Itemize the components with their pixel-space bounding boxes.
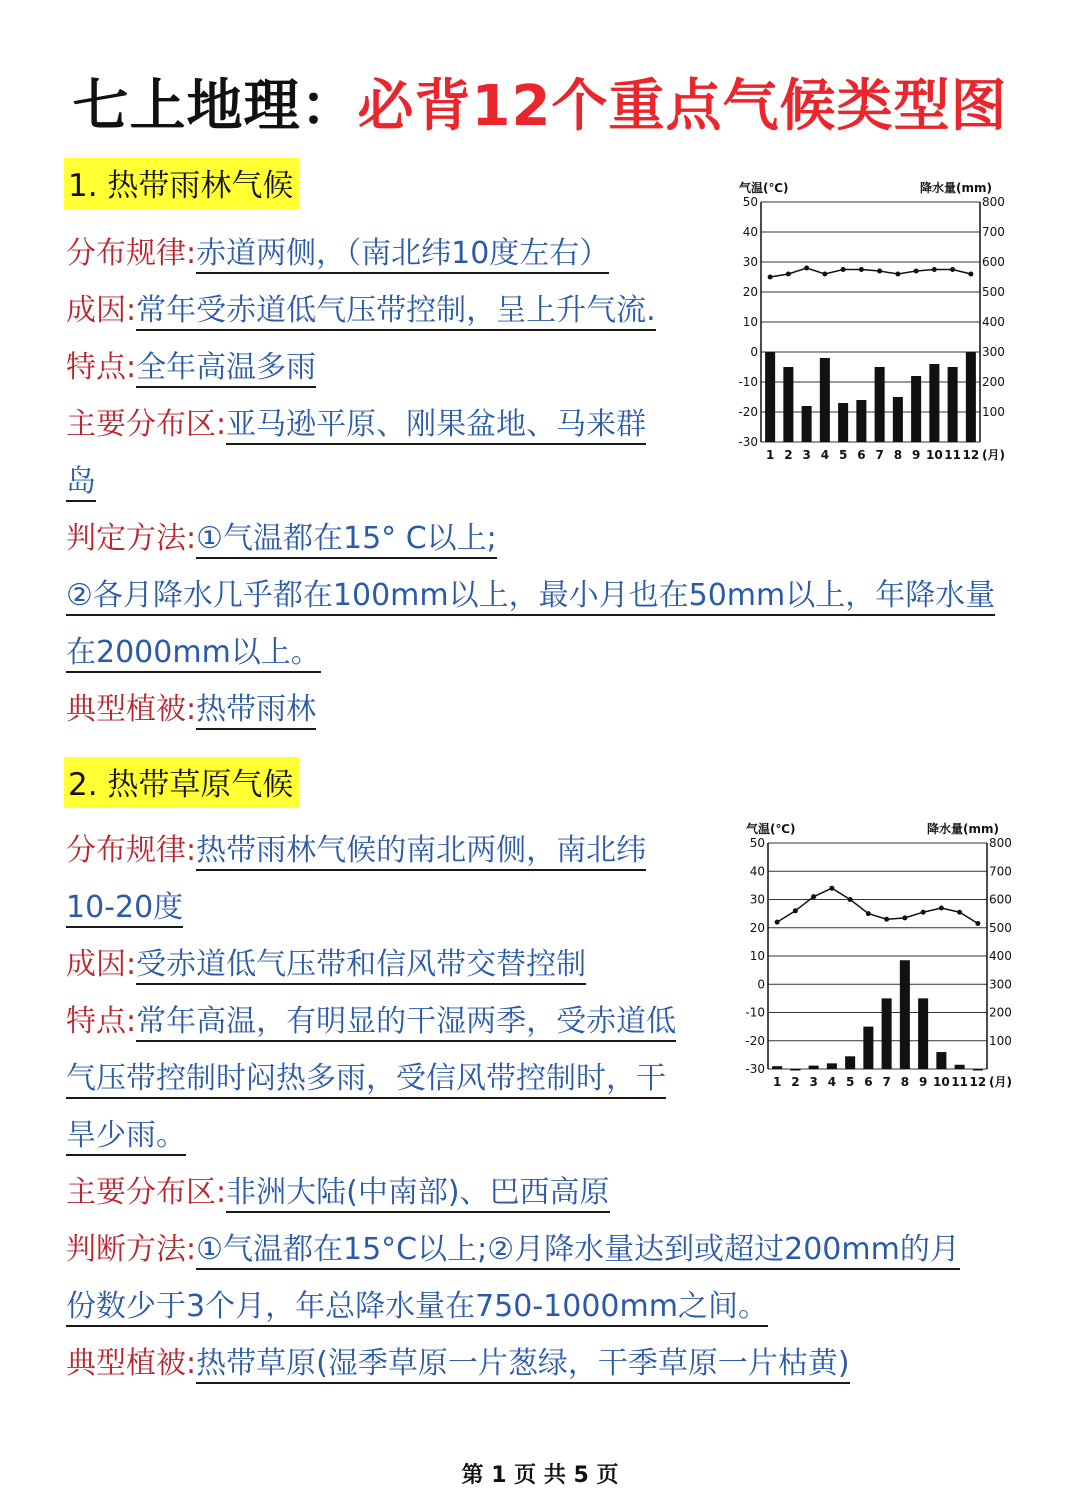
row-label: 特点: bbox=[66, 1004, 137, 1039]
precipitation-bar bbox=[802, 406, 812, 442]
temperature-tick-label: 40 bbox=[749, 864, 765, 879]
page-title-main: 必背12个重点气候类型图 bbox=[357, 74, 1008, 139]
temperature-point bbox=[939, 905, 944, 910]
precipitation-tick-label: 700 bbox=[982, 225, 1005, 239]
temperature-point bbox=[804, 266, 809, 271]
row-label: 分布规律: bbox=[66, 833, 197, 868]
row-value: 气压带控制时闷热多雨，受信风带控制时，干 bbox=[66, 1061, 666, 1099]
temperature-tick-label: 30 bbox=[742, 255, 758, 269]
temperature-line bbox=[777, 888, 978, 923]
temperature-tick-label: 40 bbox=[742, 225, 758, 239]
precipitation-bar bbox=[948, 367, 958, 442]
info-row bbox=[66, 831, 646, 871]
temperature-tick-label: 50 bbox=[749, 836, 765, 850]
temperature-point bbox=[829, 886, 834, 891]
row-value: 热带草原(湿季草原一片葱绿，干季草原一片枯黄) bbox=[196, 1346, 849, 1384]
precipitation-tick-label: 600 bbox=[989, 892, 1012, 907]
row-value: 热带雨林 bbox=[196, 692, 316, 730]
month-label: 4 bbox=[827, 1075, 837, 1089]
axis-title-precipitation: 降水量(mm) bbox=[927, 822, 999, 836]
month-label: 4 bbox=[820, 448, 830, 462]
info-row bbox=[66, 234, 609, 274]
month-label: 3 bbox=[802, 448, 811, 462]
temperature-point bbox=[914, 269, 919, 274]
row-value: ②各月降水几乎都在100mm以上，最小月也在50mm以上，年降水量 bbox=[66, 578, 995, 616]
temperature-tick-label: 10 bbox=[742, 315, 758, 329]
row-value: 岛 bbox=[66, 464, 96, 502]
section-heading-rainforest: 1. 热带雨林气候 bbox=[64, 158, 299, 209]
precipitation-bar bbox=[936, 1052, 946, 1069]
temperature-point bbox=[786, 272, 791, 277]
month-label: 8 bbox=[900, 1075, 910, 1089]
info-row bbox=[66, 348, 316, 388]
precipitation-bar bbox=[820, 358, 830, 442]
climate-chart-rainforest bbox=[725, 172, 1015, 472]
temperature-point bbox=[957, 910, 962, 915]
precipitation-bar bbox=[882, 998, 892, 1069]
row-value: 受赤道低气压带和信风带交替控制 bbox=[136, 947, 586, 985]
precipitation-bar bbox=[838, 403, 848, 442]
precipitation-bar bbox=[827, 1063, 837, 1069]
temperature-tick-label: 50 bbox=[742, 195, 758, 209]
month-label: 12 bbox=[962, 448, 980, 462]
info-row bbox=[66, 405, 646, 445]
info-row bbox=[66, 519, 497, 559]
precipitation-bar bbox=[790, 1069, 800, 1071]
precipitation-bar bbox=[856, 400, 866, 442]
precipitation-bar bbox=[955, 1065, 965, 1069]
temperature-line bbox=[770, 268, 971, 277]
month-label: 6 bbox=[864, 1075, 873, 1089]
row-value: 10-20度 bbox=[66, 890, 183, 928]
row-value: 旱少雨。 bbox=[66, 1118, 186, 1156]
precipitation-bar bbox=[772, 1066, 782, 1069]
temperature-point bbox=[793, 908, 798, 913]
info-row bbox=[66, 1230, 960, 1270]
row-value: ①气温都在15° C以上; bbox=[196, 521, 497, 559]
row-value: 份数少于3个月，年总降水量在750-1000mm之间。 bbox=[66, 1289, 768, 1327]
row-label: 判断方法: bbox=[66, 1232, 197, 1267]
precipitation-tick-label: 500 bbox=[989, 920, 1012, 935]
month-label: 2 bbox=[784, 448, 793, 462]
temperature-point bbox=[968, 272, 973, 277]
precipitation-bar bbox=[900, 960, 910, 1069]
precipitation-bar bbox=[966, 352, 976, 442]
precipitation-tick-label: 100 bbox=[989, 1033, 1012, 1048]
temperature-point bbox=[921, 910, 926, 915]
precipitation-bar bbox=[809, 1066, 819, 1069]
month-label: 10 bbox=[926, 448, 943, 462]
precipitation-bar bbox=[929, 364, 939, 442]
temperature-tick-label: 0 bbox=[757, 977, 765, 992]
row-label: 判定方法: bbox=[66, 521, 197, 556]
month-label: 2 bbox=[791, 1075, 800, 1089]
row-label: 特点: bbox=[66, 350, 137, 385]
precipitation-tick-label: 200 bbox=[982, 375, 1005, 389]
row-value: 在2000mm以上。 bbox=[66, 635, 321, 673]
row-value: 全年高温多雨 bbox=[136, 350, 316, 388]
page-title bbox=[0, 62, 1080, 142]
precipitation-bar bbox=[783, 367, 793, 442]
month-label: 1 bbox=[765, 448, 775, 462]
temperature-point bbox=[859, 267, 864, 272]
temperature-point bbox=[932, 267, 937, 272]
temperature-point bbox=[884, 917, 889, 922]
temperature-tick-label: -20 bbox=[745, 1033, 765, 1048]
month-label: 7 bbox=[875, 448, 884, 462]
temperature-tick-label: 30 bbox=[749, 892, 765, 907]
precipitation-bar bbox=[973, 1069, 983, 1071]
row-label: 主要分布区: bbox=[66, 407, 227, 442]
temperature-point bbox=[902, 915, 907, 920]
temperature-point bbox=[768, 275, 773, 280]
row-value: 赤道两侧，（南北纬10度左右） bbox=[196, 236, 609, 274]
precipitation-bar bbox=[845, 1056, 855, 1069]
temperature-tick-label: 20 bbox=[749, 920, 765, 935]
climate-chart-savanna bbox=[732, 816, 1032, 1092]
precipitation-tick-label: 600 bbox=[982, 255, 1005, 269]
row-label: 分布规律: bbox=[66, 236, 197, 271]
row-value: 常年高温，有明显的干湿两季，受赤道低 bbox=[136, 1004, 676, 1042]
page-title-prefix: 七上地理： bbox=[72, 74, 358, 139]
axis-title-precipitation: 降水量(mm) bbox=[920, 181, 992, 195]
month-unit-label: (月) bbox=[989, 1075, 1012, 1089]
info-row bbox=[66, 1002, 676, 1042]
month-label: 6 bbox=[857, 448, 866, 462]
month-unit-label: (月) bbox=[982, 448, 1005, 462]
precipitation-tick-label: 100 bbox=[982, 405, 1005, 419]
row-label: 主要分布区: bbox=[66, 1175, 227, 1210]
precipitation-bar bbox=[918, 998, 928, 1069]
precipitation-tick-label: 400 bbox=[982, 315, 1005, 329]
precipitation-tick-label: 300 bbox=[982, 345, 1005, 359]
page-footer: 第 1 页 共 5 页 bbox=[461, 1463, 619, 1488]
month-label: 5 bbox=[838, 448, 848, 462]
precipitation-bar bbox=[875, 367, 885, 442]
row-value: 常年受赤道低气压带控制，呈上升气流. bbox=[136, 293, 656, 331]
temperature-point bbox=[877, 269, 882, 274]
temperature-tick-label: 10 bbox=[749, 949, 765, 963]
month-label: 9 bbox=[911, 448, 921, 462]
temperature-point bbox=[895, 272, 900, 277]
month-label: 3 bbox=[809, 1075, 818, 1089]
precipitation-tick-label: 700 bbox=[989, 864, 1012, 879]
row-value: ①气温都在15°C以上;②月降水量达到或超过200mm的月 bbox=[196, 1232, 960, 1270]
precipitation-tick-label: 200 bbox=[989, 1005, 1012, 1020]
precipitation-tick-label: 500 bbox=[982, 285, 1005, 299]
info-row-continuation bbox=[66, 576, 995, 616]
temperature-point bbox=[775, 920, 780, 925]
month-label: 11 bbox=[944, 448, 961, 462]
temperature-tick-label: -10 bbox=[745, 1005, 765, 1020]
month-label: 7 bbox=[882, 1075, 891, 1089]
precipitation-tick-label: 300 bbox=[989, 977, 1012, 992]
temperature-point bbox=[811, 894, 816, 899]
row-label: 典型植被: bbox=[66, 692, 197, 727]
temperature-tick-label: 20 bbox=[742, 285, 758, 299]
precipitation-bar bbox=[911, 376, 921, 442]
info-row bbox=[66, 291, 656, 331]
row-label: 成因: bbox=[66, 293, 137, 328]
row-value: 热带雨林气候的南北两侧，南北纬 bbox=[196, 833, 646, 871]
month-label: 9 bbox=[918, 1075, 928, 1089]
info-row-continuation bbox=[66, 1116, 186, 1156]
info-row-continuation bbox=[66, 1059, 666, 1099]
precipitation-tick-label: 800 bbox=[989, 836, 1012, 850]
info-row bbox=[66, 1173, 610, 1213]
precipitation-tick-label: 800 bbox=[982, 195, 1005, 209]
month-label: 10 bbox=[933, 1075, 950, 1089]
section-heading-savanna: 2. 热带草原气候 bbox=[64, 757, 299, 808]
month-label: 12 bbox=[969, 1075, 987, 1089]
info-row-continuation bbox=[66, 633, 321, 673]
info-row bbox=[66, 690, 316, 730]
month-label: 11 bbox=[951, 1075, 968, 1089]
precipitation-tick-label: 400 bbox=[989, 949, 1012, 963]
precipitation-bar bbox=[765, 352, 775, 442]
precipitation-bar bbox=[893, 397, 903, 442]
row-label: 典型植被: bbox=[66, 1346, 197, 1381]
temperature-point bbox=[975, 921, 980, 926]
temperature-tick-label: -30 bbox=[745, 1062, 765, 1076]
info-row-continuation bbox=[66, 888, 183, 928]
info-row bbox=[66, 945, 586, 985]
axis-title-temperature: 气温(℃) bbox=[739, 181, 789, 195]
temperature-tick-label: -10 bbox=[738, 375, 758, 389]
month-label: 1 bbox=[772, 1075, 782, 1089]
temperature-point bbox=[950, 267, 955, 272]
temperature-tick-label: -30 bbox=[738, 435, 758, 449]
row-label: 成因: bbox=[66, 947, 137, 982]
precipitation-bar bbox=[863, 1027, 873, 1069]
temperature-point bbox=[841, 267, 846, 272]
row-value: 非洲大陆(中南部)、巴西高原 bbox=[226, 1175, 609, 1213]
month-label: 5 bbox=[845, 1075, 855, 1089]
temperature-point bbox=[822, 272, 827, 277]
temperature-point bbox=[848, 897, 853, 902]
axis-title-temperature: 气温(℃) bbox=[746, 822, 796, 836]
info-row-continuation bbox=[66, 462, 96, 502]
info-row bbox=[66, 1344, 850, 1384]
temperature-tick-label: -20 bbox=[738, 405, 758, 419]
row-value: 亚马逊平原、刚果盆地、马来群 bbox=[226, 407, 646, 445]
month-label: 8 bbox=[893, 448, 903, 462]
info-row-continuation bbox=[66, 1287, 768, 1327]
temperature-tick-label: 0 bbox=[750, 345, 758, 359]
temperature-point bbox=[866, 911, 871, 916]
